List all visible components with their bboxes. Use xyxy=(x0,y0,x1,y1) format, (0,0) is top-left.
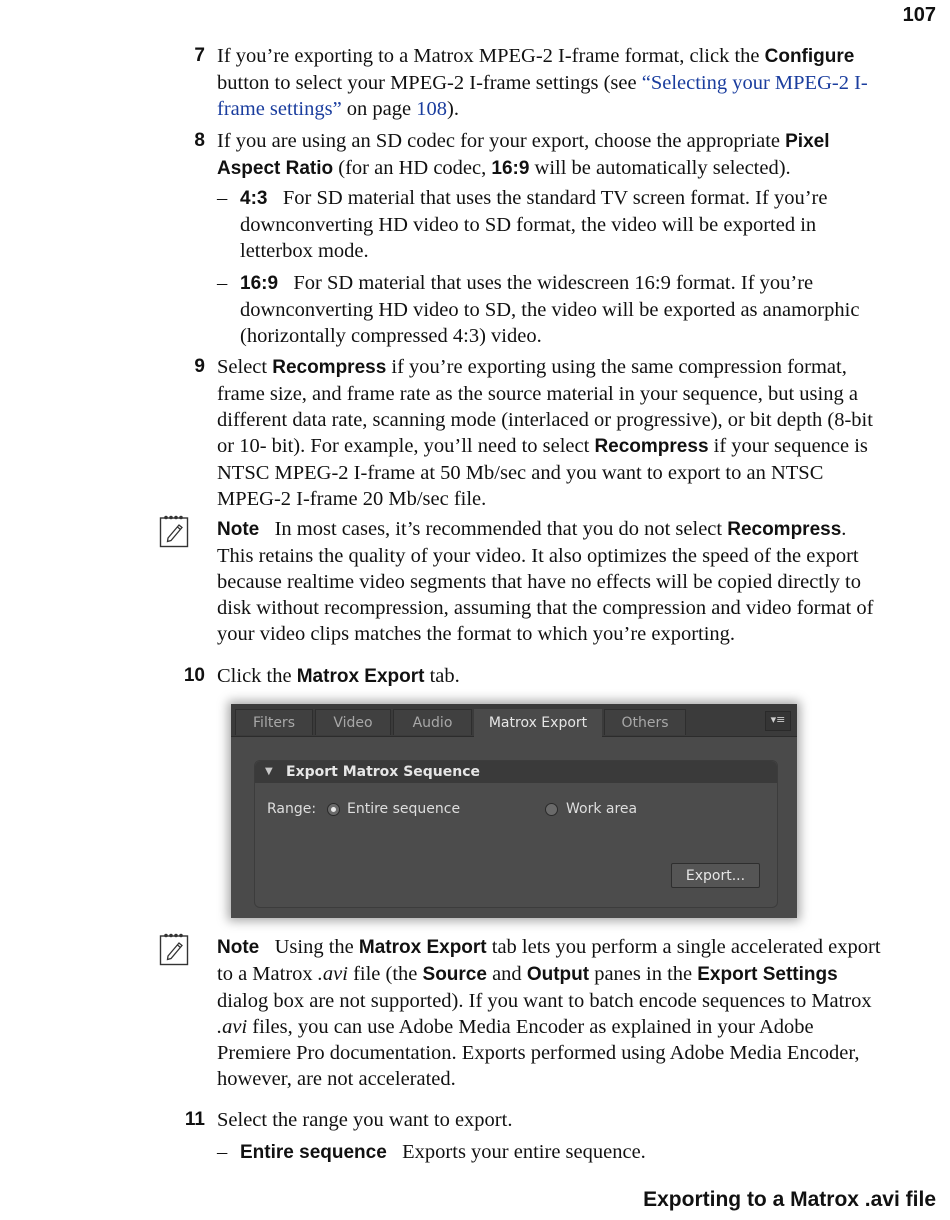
text: if your sequence is NTSC MPEG-2 I-frame at 50 Mb/sec and you want to export to an NTSC MPEG-2 I-frame 20 Mb/sec file. xyxy=(217,435,868,510)
text: button to select your MPEG-2 I-frame settings (see xyxy=(217,72,642,94)
dash: – xyxy=(217,1141,228,1163)
entire-sequence-label[interactable]: Entire sequence xyxy=(347,801,461,817)
step-7 xyxy=(194,43,881,122)
tab-bar xyxy=(231,704,797,737)
tab-others[interactable]: Others xyxy=(604,709,686,735)
step-10 xyxy=(183,663,881,690)
text: Using the xyxy=(274,936,359,958)
panel-menu-icon[interactable]: ▾≡ xyxy=(765,711,791,731)
text: Exports your entire sequence. xyxy=(402,1141,646,1163)
text: Select the range you want to export. xyxy=(217,1109,513,1131)
bold-term: 16:9 xyxy=(240,273,279,294)
sub-item-entire-sequence xyxy=(217,1139,880,1166)
bold-term: Entire sequence xyxy=(240,1142,387,1163)
text: For SD material that uses the widescreen 16:9 format. If you’re downconverting HD video to SD, the video will be exported as anamorphic (horizontally compressed 4:3) video. xyxy=(240,272,860,347)
bold-term: Recompress xyxy=(594,436,709,457)
bold-term: Export Settings xyxy=(697,964,838,985)
text: tab lets you perform a single accelerated export to a Matrox xyxy=(217,936,881,985)
bold-term: Output xyxy=(526,964,590,985)
entire-sequence-radio[interactable] xyxy=(327,803,340,816)
text: dialog box are not supported). If you want to batch encode sequences to Matrox xyxy=(217,990,872,1012)
bold-term: Matrox Export xyxy=(296,666,425,687)
bold-term: Configure xyxy=(764,46,855,67)
page-number: 107 xyxy=(902,4,936,26)
matrox-export-panel xyxy=(231,704,797,918)
dash: – xyxy=(217,272,228,294)
sub-item-16-9 xyxy=(217,270,880,349)
export-button[interactable]: Export... xyxy=(671,863,760,888)
tab-matrox-export[interactable]: Matrox Export xyxy=(474,709,602,737)
cross-reference-link[interactable]: “Selecting your MPEG-2 I-frame settings” xyxy=(217,72,868,120)
bold-term: 4:3 xyxy=(240,188,268,209)
section-header[interactable] xyxy=(255,761,777,783)
range-label: Range: xyxy=(267,801,317,817)
text: on page xyxy=(341,98,417,120)
italic-term: .avi xyxy=(217,1016,248,1038)
text: file (the xyxy=(347,963,423,985)
notepad-icon xyxy=(159,932,189,966)
note-label: Note xyxy=(217,519,260,540)
dash: – xyxy=(217,187,228,209)
tab-filters[interactable]: Filters xyxy=(235,709,313,735)
note-matrox-export xyxy=(217,934,881,1092)
bold-term: Recompress xyxy=(272,357,387,378)
step-8 xyxy=(194,128,881,182)
page-link[interactable]: 108 xyxy=(416,98,447,120)
bold-term: Pixel Aspect Ratio xyxy=(217,131,830,179)
running-footer: Exporting to a Matrox .avi file xyxy=(643,1188,936,1211)
bold-term: Source xyxy=(422,964,487,985)
note-recompress xyxy=(217,516,881,647)
text: In most cases, it’s recommended that you do not select xyxy=(274,518,728,540)
tab-audio[interactable]: Audio xyxy=(393,709,472,735)
sub-item-4-3 xyxy=(217,185,880,264)
text: panes in the xyxy=(589,963,698,985)
text: . This retains the quality of your video. It also optimizes the speed of the export because realtime video segments that have no effects will be copied directly to disk without recompression, assuming that the compression and video format of your video clips matches the format to which you’re exporting. xyxy=(217,518,874,645)
step-number: 10 xyxy=(183,665,205,686)
work-area-radio[interactable] xyxy=(545,803,558,816)
text: if you’re exporting using the same compression format, frame size, and frame rate as the source material in your sequence, but using a different data rate, scanning mode (interlaced or progressive), or bit depth (8-bit or 10- bit). For example, you’ll need to select xyxy=(217,356,873,457)
triangle-down-icon: ▼ xyxy=(265,766,273,777)
note-label: Note xyxy=(217,937,260,958)
section-title: Export Matrox Sequence xyxy=(286,764,481,780)
radio-selected-dot xyxy=(331,807,336,812)
italic-term: .avi xyxy=(317,963,348,985)
step-11 xyxy=(184,1107,881,1133)
text: will be automatically selected). xyxy=(529,157,791,179)
text: ). xyxy=(447,98,459,120)
step-number: 8 xyxy=(194,130,205,151)
text: Select xyxy=(217,356,273,378)
step-number: 11 xyxy=(184,1109,205,1130)
step-number: 7 xyxy=(194,45,205,66)
bold-term: Matrox Export xyxy=(358,937,487,958)
tab-video[interactable]: Video xyxy=(315,709,391,735)
bold-term: 16:9 xyxy=(491,158,530,179)
text: (for an HD codec, xyxy=(333,157,492,179)
step-9 xyxy=(194,354,881,512)
step-number: 9 xyxy=(194,356,205,377)
text: For SD material that uses the standard TV screen format. If you’re downconverting HD video to SD format, the video will be exported in letterbox mode. xyxy=(240,187,828,262)
notepad-icon xyxy=(159,514,189,548)
text: If you are using an SD codec for your export, choose the appropriate xyxy=(217,130,786,152)
text: and xyxy=(486,963,527,985)
work-area-label[interactable]: Work area xyxy=(566,801,638,817)
text: Click the xyxy=(217,665,297,687)
bold-term: Recompress xyxy=(727,519,842,540)
text: files, you can use Adobe Media Encoder as explained in your Adobe Premiere Pro documentation. Exports performed using Adobe Media Encoder, however, are not accelerated. xyxy=(217,1016,860,1090)
text: tab. xyxy=(424,665,460,687)
text: If you’re exporting to a Matrox MPEG-2 I-frame format, click the xyxy=(217,45,765,67)
